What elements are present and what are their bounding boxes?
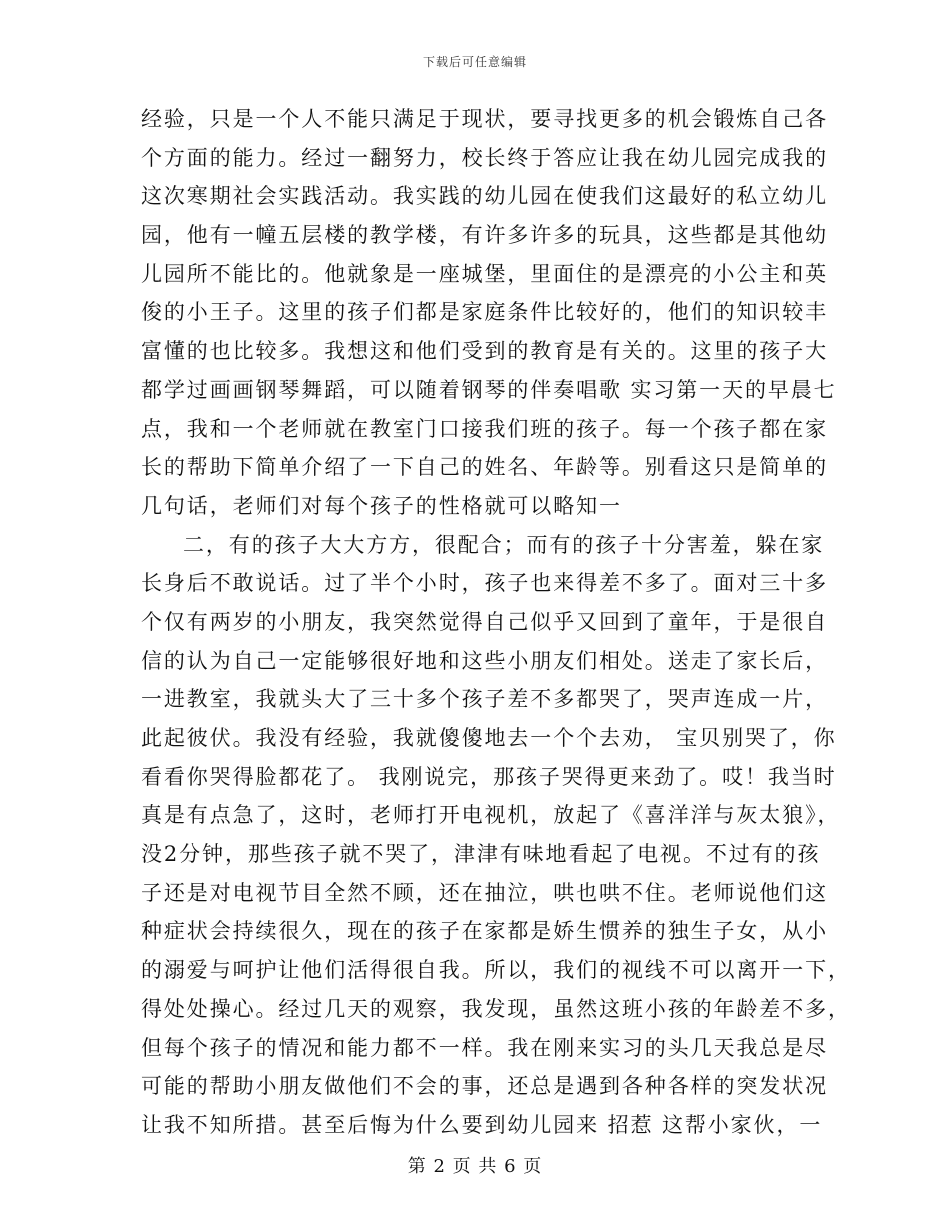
body-text — [141, 100, 851, 1145]
text-line: 这次寒期社会实践活动。我实践的幼儿园在使我们这最好的私立幼儿 — [141, 184, 828, 209]
text-line: 没2分钟，那些孩子就不哭了，津津有味地看起了电视。不过有的孩 — [141, 842, 821, 867]
text-line: 此起彼伏。我没有经验，我就傻傻地去一个个去劝， 宝贝别哭了，你 — [141, 726, 837, 750]
header-note: 下载后可任意编辑 — [422, 55, 527, 69]
text-line: 几句话，老师们对每个孩子的性格就可以略知一 — [141, 493, 622, 518]
text-line: 但每个孩子的情况和能力都不一样。我在刚来实习的头几天我总是尽 — [141, 1035, 828, 1060]
text-line: 可能的帮助小朋友做他们不会的事，还总是遇到各种各样的突发状况 — [141, 1074, 828, 1099]
text-line: 个仅有两岁的小朋友，我突然觉得自己似乎又回到了童年，于是很自 — [141, 609, 828, 634]
text-line: 看看你哭得脸都花了。 我刚说完，那孩子哭得更来劲了。哎！我当时 — [141, 764, 837, 789]
text-line: 种症状会持续很久，现在的孩子在家都是娇生惯养的独生子女，从小 — [141, 919, 828, 944]
text-line: 俊的小王子。这里的孩子们都是家庭条件比较好的，他们的知识较丰 — [141, 300, 828, 325]
page-number-footer: 第 2 页 共 6 页 — [407, 1156, 543, 1177]
text-line: 儿园所不能比的。他就象是一座城堡，里面住的是漂亮的小公主和英 — [141, 261, 828, 286]
text-line: 得处处操心。经过几天的观察，我发现，虽然这班小孩的年龄差不多， — [141, 996, 851, 1021]
text-line: 的溺爱与呵护让他们活得很自我。所以，我们的视线不可以离开一下， — [141, 958, 851, 983]
text-line: 让我不知所措。甚至后悔为什么要到幼儿园来 招惹 这帮小家伙，一 — [141, 1112, 823, 1137]
text-line: 真是有点急了，这时，老师打开电视机，放起了《喜洋洋与灰太狼》， — [141, 803, 841, 828]
text-line: 园，他有一幢五层楼的教学楼，有许多许多的玩具，这些都是其他幼 — [141, 223, 828, 248]
text-line: 子还是对电视节目全然不顾，还在抽泣，哄也哄不住。老师说他们这 — [141, 880, 828, 905]
text-line: 信的认为自己一定能够很好地和这些小朋友们相处。送走了家长后， — [141, 648, 828, 673]
paragraph-start-line: 二，有的孩子大大方方，很配合；而有的孩子十分害羞，躲在家 — [183, 532, 825, 557]
text-line: 长的帮助下简单介绍了一下自己的姓名、年龄等。别看这只是简单的 — [141, 455, 828, 480]
text-line: 个方面的能力。经过一翻努力，校长终于答应让我在幼儿园完成我的 — [141, 145, 828, 170]
text-line: 一进教室，我就头大了三十多个孩子差不多都哭了，哭声连成一片， — [141, 687, 828, 712]
text-line: 都学过画画钢琴舞蹈，可以随着钢琴的伴奏唱歌 实习第一天的早晨七 — [141, 377, 837, 402]
text-line: 富懂的也比较多。我想这和他们受到的教育是有关的。这里的孩子大 — [141, 339, 828, 364]
text-line: 点，我和一个老师就在教室门口接我们班的孩子。每一个孩子都在家 — [141, 416, 828, 441]
text-line: 长身后不敢说话。过了半个小时，孩子也来得差不多了。面对三十多 — [141, 571, 828, 596]
text-line: 经验，只是一个人不能只满足于现状，要寻找更多的机会锻炼自己各 — [141, 107, 828, 131]
